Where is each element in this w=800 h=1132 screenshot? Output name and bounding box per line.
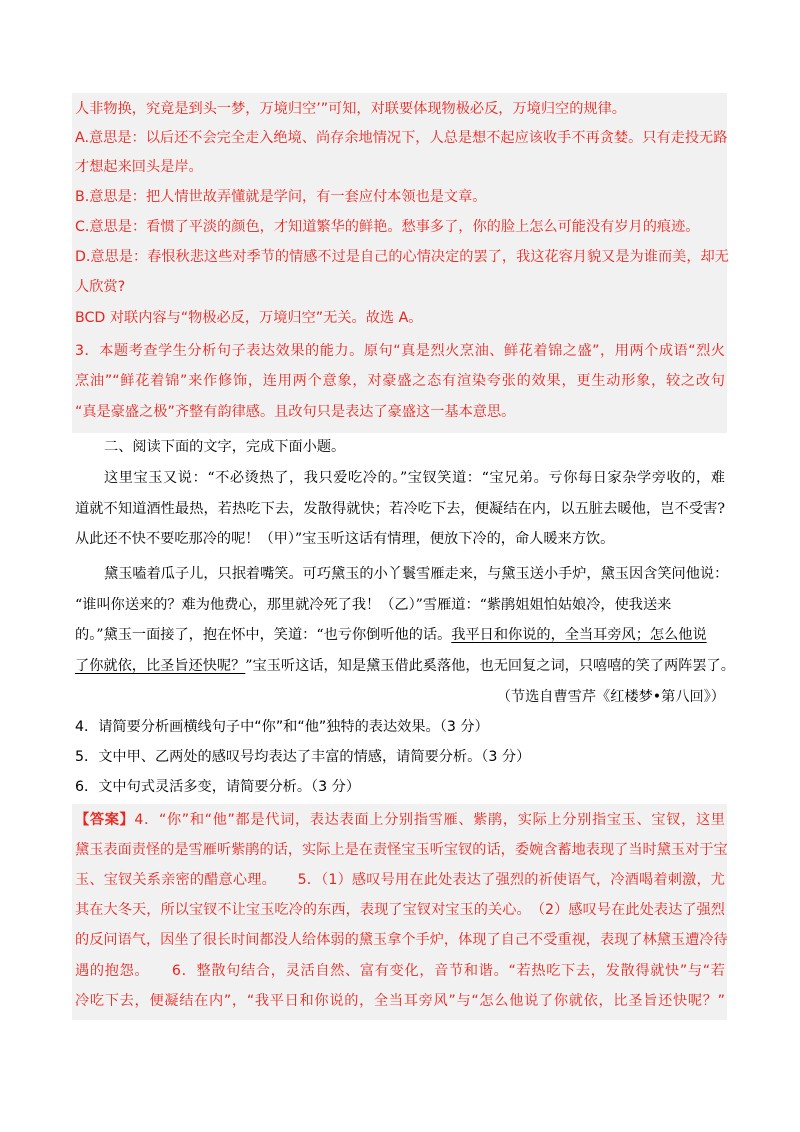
answer-top-line: 人非物换，究竟是到头一梦，万境归空’”可知，对联要体现物极必反，万境归空的规律。	[75, 101, 626, 117]
passage-plain-text: 的。”黛玉一面接了，抱在怀中，笑道：“也亏你倒听他的话。	[75, 627, 452, 643]
answer-top-line: BCD 对联内容与“物极必反，万境归空”无关。故选 A。	[75, 310, 423, 326]
passage-line: 道就不知道酒性最热，若热吃下去，发散得就快；若冷吃下去，便凝结在内，以五脏去暖他，岂不受害?	[75, 501, 725, 517]
passage-plain-text: ”宝玉听这话，知是黛玉借此奚落他，也无回复之词，只嘻嘻的笑了两阵罢了。	[245, 658, 735, 674]
answer-bottom-line: 玉、宝钗关系亲密的醋意心理。 5．（1）感叹号用在此处表达了强烈的祈使语气，冷酒喝着刺激，尤	[75, 872, 725, 888]
question-5: 5．文中甲、乙两处的感叹号均表达了丰富的情感，请简要分析。（3 分）	[75, 749, 531, 765]
answer-top-line: 人欣赏?	[75, 279, 126, 295]
answer-bottom-line: 其在大冬天，所以宝钗不让宝玉吃冷的东西，表现了宝钗对宝玉的关心。 （2）感叹号在此处表达了强烈	[75, 902, 725, 918]
answer-tag: 【答案】	[75, 812, 135, 828]
underlined-sentence: 了你就依，比圣旨还快呢？	[75, 658, 246, 674]
question-4: 4．请简要分析画横线句子中“你”和“他”独特的表达效果。（3 分）	[75, 719, 489, 735]
answer-top-line: D.意思是：春恨秋悲这些对季节的情感不过是自己的心情决定的罢了，我这花容月貌又是为谁而美，却无	[75, 249, 729, 265]
answer-bottom-line: 的反问语气，因坐了很长时间都没人给体弱的黛玉拿个手炉，体现了自己不受重视，表现了林黛玉遭冷待	[75, 932, 728, 948]
passage-line: 黛玉嗑着瓜子儿，只抿着嘴笑。可巧黛玉的小丫鬟雪雁走来，与黛玉送小手炉，黛玉因含笑问他说：	[104, 566, 729, 582]
section-heading: 二、阅读下面的文字，完成下面小题。	[104, 439, 346, 455]
answer-bottom-line: 黛玉表面责怪的是雪雁听紫鹃的话，实际上是在责怪宝玉听宝钗的话，委婉含蓄地表现了当时黛玉对于宝	[75, 842, 728, 858]
underlined-sentence: 我平日和你说的，全当耳旁风；怎么他说	[451, 627, 707, 643]
answer-top-line: “真是豪盛之极”齐整有韵律感。且改句只是表达了豪盛这一基本意思。	[75, 404, 516, 420]
answer-top-line: C.意思是：看惯了平淡的颜色，才知道繁华的鲜艳。愁事多了，你的脸上怎么可能没有岁月的痕迹。	[75, 219, 700, 235]
answer-bottom-line: 冷吃下去，便凝结在内”，“我平日和你说的，全当耳旁风”与“怎么他说了你就依，比圣旨还快呢？”	[75, 993, 725, 1009]
answer-top-line: 才想起来回头是岸。	[75, 159, 203, 175]
passage-line: “谁叫你送来的？难为他费心，那里就冷死了我！（乙）”雪雁道：“紫鹃姐姐怕姑娘冷，使我送来	[75, 597, 672, 613]
answer-top-line: 烹油”“鲜花着锦”来作修饰，连用两个意象，对豪盛之态有渲染夸张的效果，更生动形象，较之改句	[75, 373, 725, 389]
passage-line	[75, 625, 725, 645]
answer-bottom-line: 遇的抱怨。 6．整散句结合，灵活自然、富有变化，音节和谐。“若热吃下去，发散得就快”与“若	[75, 963, 725, 979]
answer-top-line: A.意思是：以后还不会完全走入绝境、尚存余地情况下，人总是想不起应该收手不再贪婪。只有走投无路	[75, 130, 728, 146]
passage-line	[75, 656, 735, 676]
question-6: 6．文中句式灵活多变，请简要分析。（3 分）	[75, 779, 361, 795]
passage-line: 从此还不快不要吃那冷的呢！（甲）”宝玉听这话有情理，便放下冷的，命人暖来方饮。	[75, 531, 615, 547]
passage-line: 这里宝玉又说：“不必烫热了，我只爱吃冷的。”宝钗笑道：“宝兄弟。亏你每日家杂学旁收的，难	[104, 470, 725, 486]
answer-text: 4．“你”和“他”都是代词，表达表面上分别指雪雁、紫鹃，实际上分别指宝玉、宝钗，这里	[134, 812, 725, 828]
passage-source: （节选自曹雪芹《红楼梦•第八回》）	[496, 689, 725, 705]
answer-top-line: B.意思是：把人情世故弄懂就是学问，有一套应付本领也是文章。	[75, 189, 487, 205]
answer-top-line: 3．本题考查学生分析句子表达效果的能力。原句“真是烈火烹油、鲜花着锦之盛”，用两个成语“烈火	[75, 343, 725, 359]
answer-bottom-line	[75, 810, 725, 830]
